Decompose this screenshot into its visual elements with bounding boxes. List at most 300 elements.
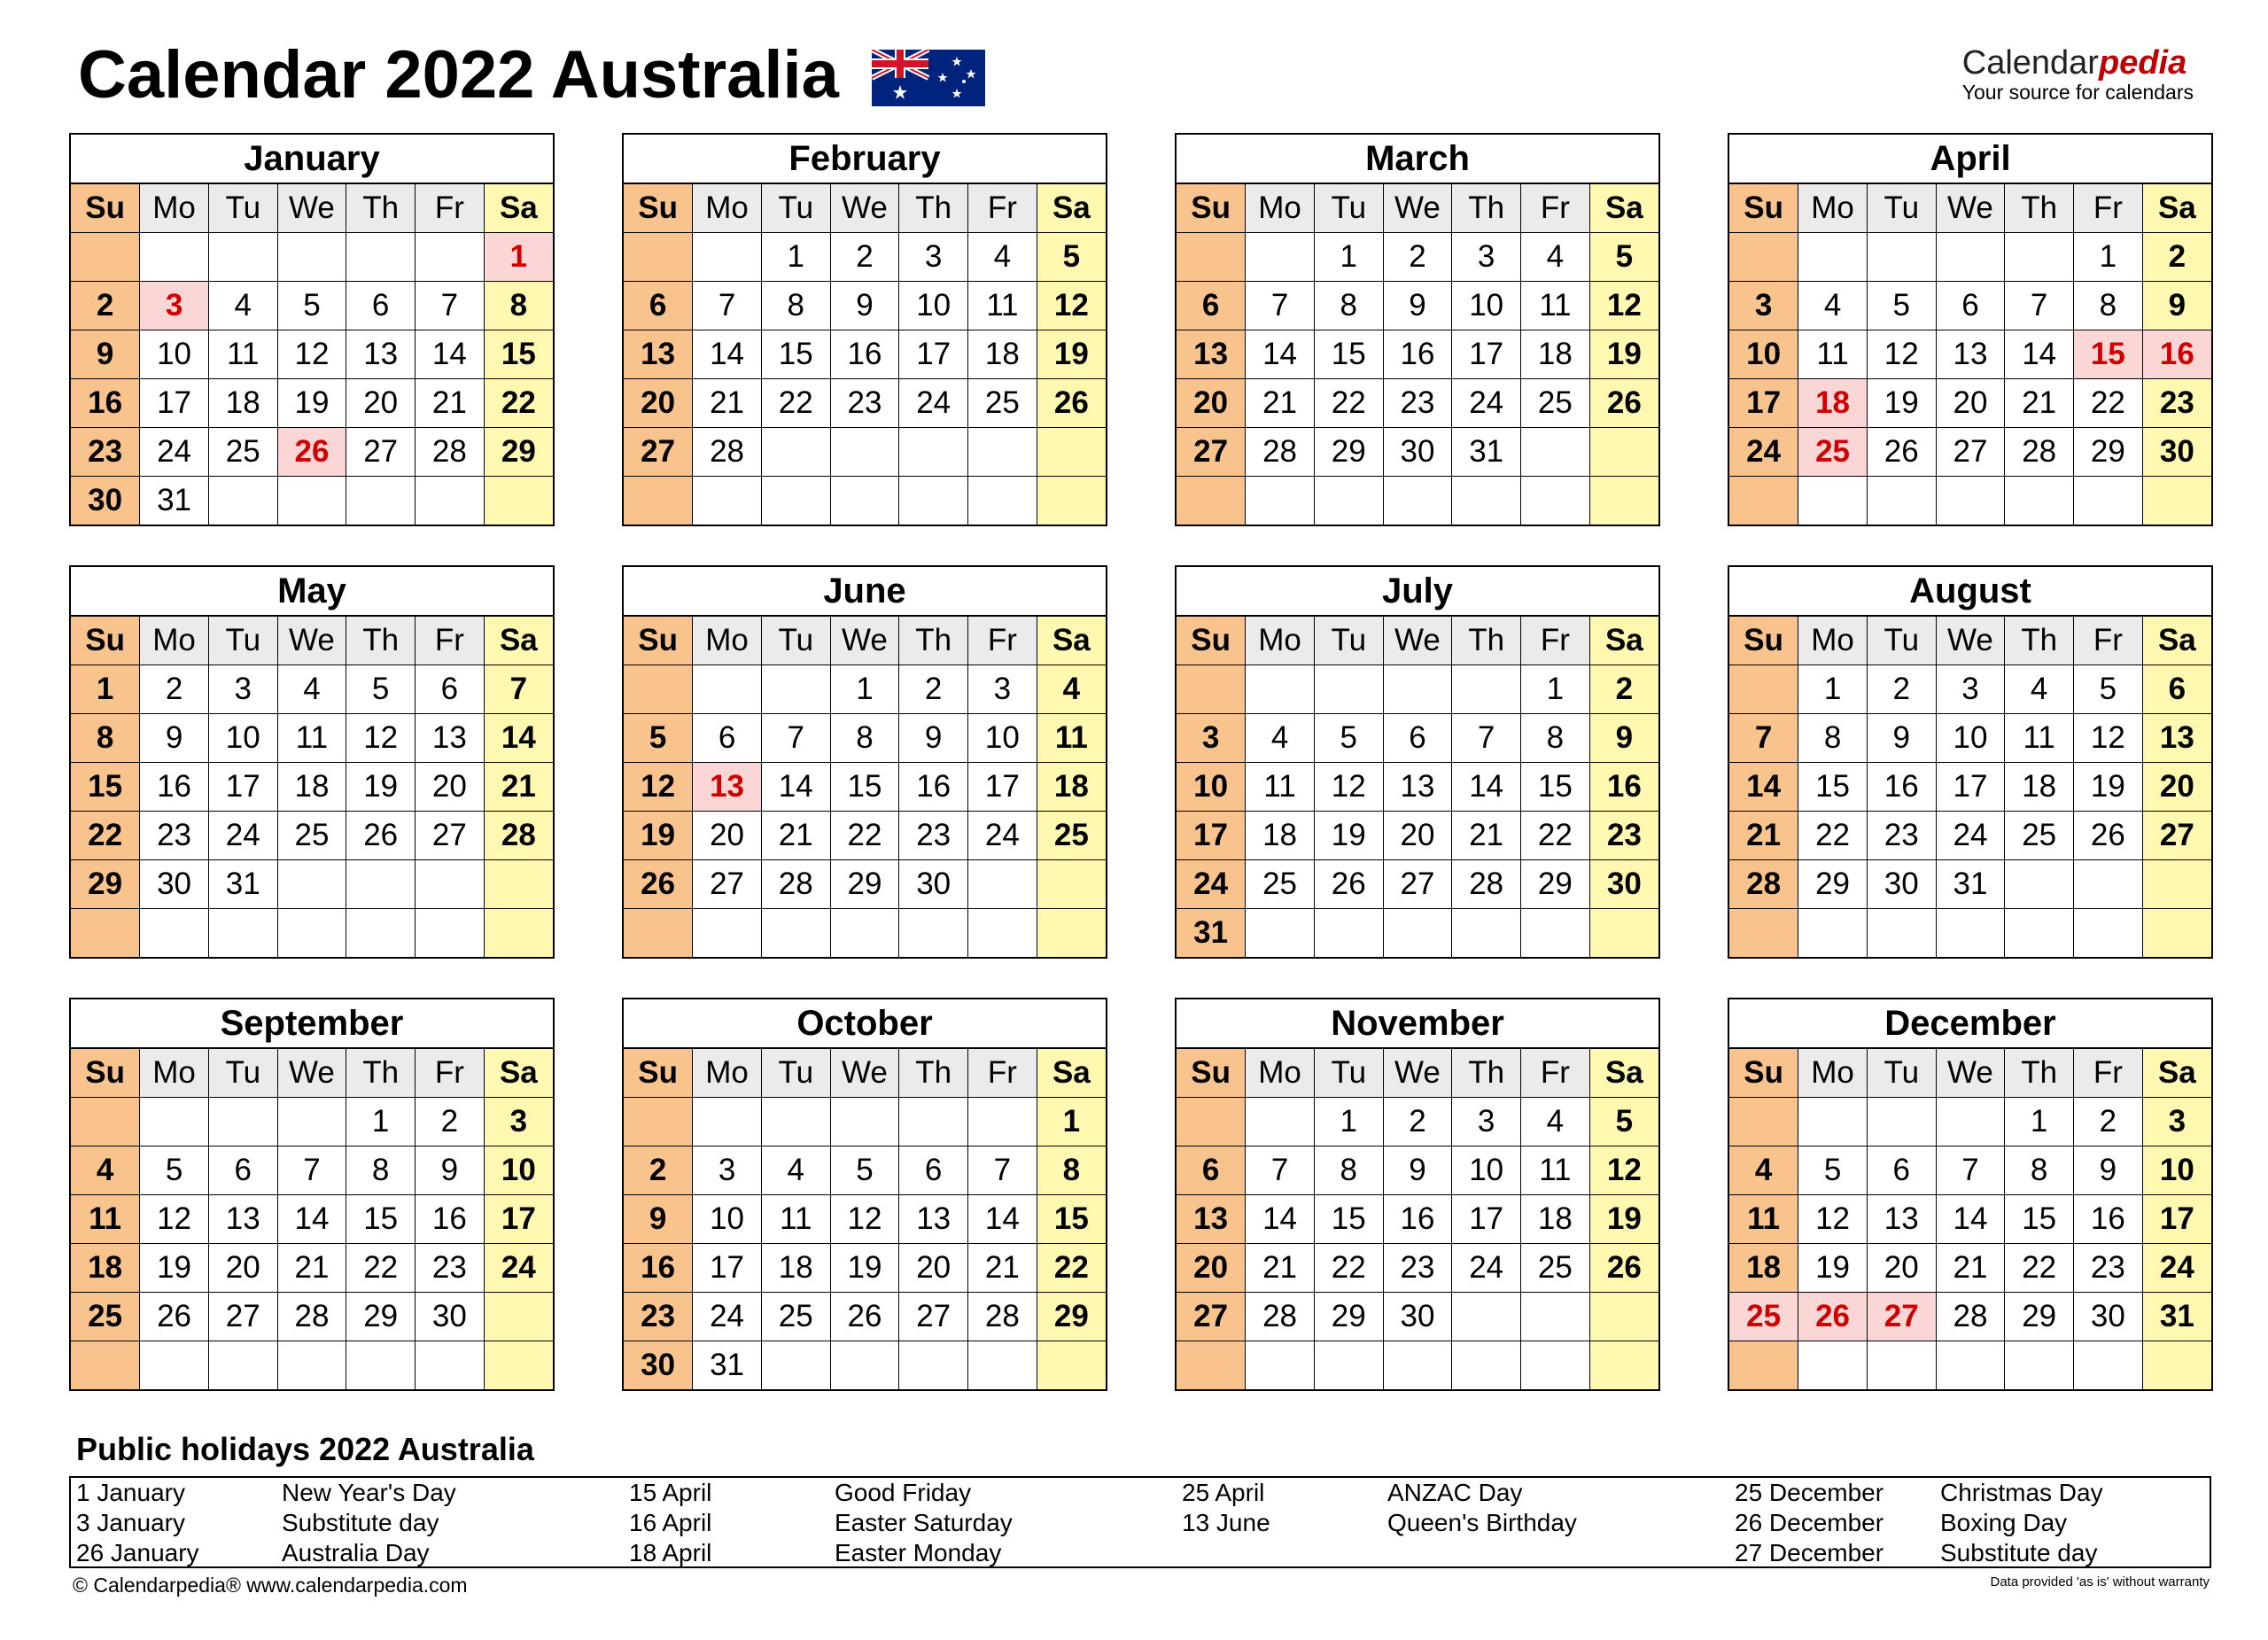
day-cell[interactable]: 15 [761,330,830,379]
day-cell[interactable]: 29 [1037,1293,1106,1341]
day-cell[interactable]: 30 [1589,860,1658,909]
day-cell[interactable]: 1 [1037,1098,1106,1146]
day-cell[interactable]: 28 [1246,1293,1315,1341]
day-cell[interactable]: 3 [484,1098,553,1146]
day-cell[interactable]: 14 [968,1195,1037,1244]
day-cell[interactable]: 7 [1452,714,1521,763]
day-cell[interactable]: 1 [1314,1098,1383,1146]
day-cell[interactable]: 22 [761,379,830,428]
day-cell[interactable]: 8 [761,282,830,330]
day-cell[interactable]: 13 [1177,330,1246,379]
day-cell[interactable]: 11 [968,282,1037,330]
day-cell[interactable]: 5 [277,282,346,330]
day-cell[interactable]: 6 [1177,282,1246,330]
day-cell[interactable]: 11 [1729,1195,1798,1244]
day-cell[interactable]: 26 [2074,812,2143,860]
day-cell[interactable]: 12 [1798,1195,1868,1244]
day-cell[interactable]: 8 [484,282,553,330]
day-cell[interactable]: 9 [899,714,968,763]
day-cell[interactable]: 5 [1798,1146,1868,1195]
day-cell[interactable]: 29 [2074,428,2143,477]
day-cell[interactable]: 14 [416,330,485,379]
day-cell[interactable]: 19 [140,1244,209,1293]
day-cell[interactable]: 15 [1314,330,1383,379]
day-cell[interactable]: 10 [1177,763,1246,812]
day-cell[interactable]: 22 [1521,812,1590,860]
day-cell[interactable]: 25 [1521,379,1590,428]
day-cell[interactable]: 11 [1798,330,1868,379]
day-cell[interactable]: 28 [484,812,553,860]
day-cell[interactable]: 28 [693,428,762,477]
day-cell[interactable]: 13 [624,330,693,379]
day-cell[interactable]: 6 [208,1146,277,1195]
day-cell[interactable]: 10 [1452,1146,1521,1195]
day-cell[interactable]: 14 [1246,330,1315,379]
day-cell[interactable]: 10 [1452,282,1521,330]
day-cell[interactable]: 19 [1798,1244,1868,1293]
day-cell[interactable]: 27 [1177,428,1246,477]
day-cell[interactable]: 12 [1589,282,1658,330]
day-cell[interactable]: 19 [346,763,416,812]
day-cell[interactable]: 26 [830,1293,899,1341]
day-cell[interactable]: 24 [1177,860,1246,909]
day-cell[interactable]: 26 [1589,379,1658,428]
day-cell[interactable]: 5 [1589,1098,1658,1146]
day-cell[interactable]: 25 [1729,1293,1798,1341]
day-cell[interactable]: 15 [484,330,553,379]
day-cell[interactable]: 21 [1729,812,1798,860]
day-cell[interactable]: 5 [346,665,416,714]
day-cell[interactable]: 22 [2005,1244,2074,1293]
day-cell[interactable]: 9 [2142,282,2211,330]
day-cell[interactable]: 1 [2005,1098,2074,1146]
day-cell[interactable]: 28 [1246,428,1315,477]
day-cell[interactable]: 3 [140,282,209,330]
day-cell[interactable]: 18 [1037,763,1106,812]
day-cell[interactable]: 3 [208,665,277,714]
day-cell[interactable]: 15 [1798,763,1868,812]
day-cell[interactable]: 5 [1867,282,1936,330]
day-cell[interactable]: 3 [693,1146,762,1195]
day-cell[interactable]: 20 [1177,379,1246,428]
day-cell[interactable]: 23 [1589,812,1658,860]
day-cell[interactable]: 6 [416,665,485,714]
day-cell[interactable]: 8 [1037,1146,1106,1195]
day-cell[interactable]: 1 [2074,233,2143,282]
day-cell[interactable]: 29 [346,1293,416,1341]
day-cell[interactable]: 24 [899,379,968,428]
day-cell[interactable]: 13 [1383,763,1452,812]
day-cell[interactable]: 7 [484,665,553,714]
day-cell[interactable]: 18 [1798,379,1868,428]
day-cell[interactable]: 30 [624,1341,693,1390]
day-cell[interactable]: 31 [1936,860,2005,909]
day-cell[interactable]: 26 [1589,1244,1658,1293]
footer-copyright[interactable]: © Calendarpedia® www.calendarpedia.com [73,1574,468,1597]
day-cell[interactable]: 21 [761,812,830,860]
day-cell[interactable]: 22 [346,1244,416,1293]
day-cell[interactable]: 27 [1936,428,2005,477]
day-cell[interactable]: 8 [2074,282,2143,330]
day-cell[interactable]: 12 [2074,714,2143,763]
day-cell[interactable]: 4 [208,282,277,330]
day-cell[interactable]: 7 [277,1146,346,1195]
day-cell[interactable]: 27 [624,428,693,477]
day-cell[interactable]: 16 [140,763,209,812]
day-cell[interactable]: 2 [1867,665,1936,714]
day-cell[interactable]: 7 [2005,282,2074,330]
day-cell[interactable]: 6 [346,282,416,330]
day-cell[interactable]: 25 [761,1293,830,1341]
day-cell[interactable]: 3 [1452,1098,1521,1146]
day-cell[interactable]: 14 [761,763,830,812]
day-cell[interactable]: 18 [1729,1244,1798,1293]
day-cell[interactable]: 1 [1798,665,1868,714]
day-cell[interactable]: 1 [830,665,899,714]
day-cell[interactable]: 11 [761,1195,830,1244]
day-cell[interactable]: 23 [899,812,968,860]
day-cell[interactable]: 20 [693,812,762,860]
day-cell[interactable]: 16 [899,763,968,812]
day-cell[interactable]: 15 [346,1195,416,1244]
day-cell[interactable]: 7 [1936,1146,2005,1195]
day-cell[interactable]: 18 [71,1244,140,1293]
day-cell[interactable]: 8 [346,1146,416,1195]
day-cell[interactable]: 27 [693,860,762,909]
day-cell[interactable]: 19 [1867,379,1936,428]
day-cell[interactable]: 15 [2005,1195,2074,1244]
day-cell[interactable]: 9 [1867,714,1936,763]
day-cell[interactable]: 16 [2142,330,2211,379]
day-cell[interactable]: 23 [830,379,899,428]
day-cell[interactable]: 12 [1314,763,1383,812]
day-cell[interactable]: 2 [140,665,209,714]
day-cell[interactable]: 30 [416,1293,485,1341]
day-cell[interactable]: 2 [1589,665,1658,714]
day-cell[interactable]: 23 [1867,812,1936,860]
day-cell[interactable]: 13 [1936,330,2005,379]
day-cell[interactable]: 2 [1383,233,1452,282]
day-cell[interactable]: 7 [693,282,762,330]
day-cell[interactable]: 20 [1383,812,1452,860]
day-cell[interactable]: 17 [693,1244,762,1293]
day-cell[interactable]: 2 [2074,1098,2143,1146]
day-cell[interactable]: 10 [693,1195,762,1244]
day-cell[interactable]: 8 [1314,282,1383,330]
day-cell[interactable]: 31 [140,477,209,525]
day-cell[interactable]: 30 [2142,428,2211,477]
day-cell[interactable]: 20 [208,1244,277,1293]
day-cell[interactable]: 9 [1383,1146,1452,1195]
day-cell[interactable]: 16 [624,1244,693,1293]
day-cell[interactable]: 29 [1314,1293,1383,1341]
day-cell[interactable]: 5 [624,714,693,763]
day-cell[interactable]: 19 [624,812,693,860]
day-cell[interactable]: 27 [208,1293,277,1341]
day-cell[interactable]: 18 [968,330,1037,379]
day-cell[interactable]: 7 [1729,714,1798,763]
day-cell[interactable]: 14 [2005,330,2074,379]
day-cell[interactable]: 22 [1314,379,1383,428]
day-cell[interactable]: 24 [1452,1244,1521,1293]
day-cell[interactable]: 21 [277,1244,346,1293]
day-cell[interactable]: 5 [140,1146,209,1195]
day-cell[interactable]: 30 [2074,1293,2143,1341]
day-cell[interactable]: 19 [277,379,346,428]
day-cell[interactable]: 26 [140,1293,209,1341]
day-cell[interactable]: 1 [1521,665,1590,714]
day-cell[interactable]: 16 [1867,763,1936,812]
day-cell[interactable]: 4 [1037,665,1106,714]
day-cell[interactable]: 24 [1936,812,2005,860]
day-cell[interactable]: 24 [693,1293,762,1341]
day-cell[interactable]: 7 [1246,282,1315,330]
day-cell[interactable]: 17 [1177,812,1246,860]
day-cell[interactable]: 31 [2142,1293,2211,1341]
day-cell[interactable]: 8 [830,714,899,763]
day-cell[interactable]: 1 [484,233,553,282]
day-cell[interactable]: 6 [1177,1146,1246,1195]
day-cell[interactable]: 13 [899,1195,968,1244]
day-cell[interactable]: 30 [1383,1293,1452,1341]
day-cell[interactable]: 20 [1867,1244,1936,1293]
day-cell[interactable]: 29 [830,860,899,909]
day-cell[interactable]: 21 [416,379,485,428]
day-cell[interactable]: 21 [968,1244,1037,1293]
day-cell[interactable]: 12 [140,1195,209,1244]
day-cell[interactable]: 20 [1177,1244,1246,1293]
day-cell[interactable]: 22 [1037,1244,1106,1293]
day-cell[interactable]: 13 [208,1195,277,1244]
day-cell[interactable]: 18 [2005,763,2074,812]
day-cell[interactable]: 21 [484,763,553,812]
day-cell[interactable]: 24 [1452,379,1521,428]
day-cell[interactable]: 1 [1314,233,1383,282]
day-cell[interactable]: 3 [1177,714,1246,763]
day-cell[interactable]: 20 [2142,763,2211,812]
day-cell[interactable]: 17 [208,763,277,812]
day-cell[interactable]: 11 [208,330,277,379]
day-cell[interactable]: 11 [1521,1146,1590,1195]
day-cell[interactable]: 5 [1589,233,1658,282]
day-cell[interactable]: 18 [208,379,277,428]
day-cell[interactable]: 14 [1452,763,1521,812]
day-cell[interactable]: 26 [1037,379,1106,428]
day-cell[interactable]: 27 [1383,860,1452,909]
day-cell[interactable]: 4 [2005,665,2074,714]
day-cell[interactable]: 2 [899,665,968,714]
day-cell[interactable]: 17 [140,379,209,428]
day-cell[interactable]: 28 [277,1293,346,1341]
day-cell[interactable]: 25 [1037,812,1106,860]
day-cell[interactable]: 9 [624,1195,693,1244]
day-cell[interactable]: 16 [416,1195,485,1244]
day-cell[interactable]: 2 [1383,1098,1452,1146]
day-cell[interactable]: 27 [346,428,416,477]
day-cell[interactable]: 8 [1521,714,1590,763]
day-cell[interactable]: 15 [1037,1195,1106,1244]
day-cell[interactable]: 14 [1729,763,1798,812]
day-cell[interactable]: 19 [1589,1195,1658,1244]
day-cell[interactable]: 16 [830,330,899,379]
day-cell[interactable]: 26 [1867,428,1936,477]
day-cell[interactable]: 4 [761,1146,830,1195]
day-cell[interactable]: 26 [624,860,693,909]
day-cell[interactable]: 9 [71,330,140,379]
day-cell[interactable]: 16 [71,379,140,428]
day-cell[interactable]: 6 [624,282,693,330]
day-cell[interactable]: 20 [346,379,416,428]
day-cell[interactable]: 3 [1936,665,2005,714]
day-cell[interactable]: 4 [277,665,346,714]
day-cell[interactable]: 8 [1798,714,1868,763]
day-cell[interactable]: 13 [416,714,485,763]
day-cell[interactable]: 1 [761,233,830,282]
day-cell[interactable]: 31 [693,1341,762,1390]
day-cell[interactable]: 23 [1383,1244,1452,1293]
day-cell[interactable]: 1 [346,1098,416,1146]
day-cell[interactable]: 15 [71,763,140,812]
day-cell[interactable]: 30 [140,860,209,909]
day-cell[interactable]: 8 [1314,1146,1383,1195]
day-cell[interactable]: 4 [71,1146,140,1195]
day-cell[interactable]: 24 [2142,1244,2211,1293]
day-cell[interactable]: 9 [830,282,899,330]
day-cell[interactable]: 11 [277,714,346,763]
day-cell[interactable]: 26 [346,812,416,860]
day-cell[interactable]: 19 [1037,330,1106,379]
day-cell[interactable]: 23 [2142,379,2211,428]
day-cell[interactable]: 17 [2142,1195,2211,1244]
day-cell[interactable]: 28 [1936,1293,2005,1341]
day-cell[interactable]: 16 [1383,330,1452,379]
day-cell[interactable]: 23 [416,1244,485,1293]
day-cell[interactable]: 17 [1452,330,1521,379]
day-cell[interactable]: 5 [1314,714,1383,763]
calendarpedia-logo[interactable] [1962,44,2194,103]
day-cell[interactable]: 13 [1177,1195,1246,1244]
day-cell[interactable]: 22 [1314,1244,1383,1293]
day-cell[interactable]: 21 [1246,1244,1315,1293]
day-cell[interactable]: 30 [71,477,140,525]
day-cell[interactable]: 28 [416,428,485,477]
day-cell[interactable]: 3 [899,233,968,282]
day-cell[interactable]: 17 [1729,379,1798,428]
day-cell[interactable]: 10 [899,282,968,330]
day-cell[interactable]: 25 [71,1293,140,1341]
day-cell[interactable]: 27 [899,1293,968,1341]
day-cell[interactable]: 2 [71,282,140,330]
day-cell[interactable]: 23 [140,812,209,860]
day-cell[interactable]: 25 [1798,428,1868,477]
day-cell[interactable]: 11 [2005,714,2074,763]
day-cell[interactable]: 14 [484,714,553,763]
day-cell[interactable]: 17 [968,763,1037,812]
day-cell[interactable]: 18 [277,763,346,812]
day-cell[interactable]: 22 [2074,379,2143,428]
day-cell[interactable]: 23 [2074,1244,2143,1293]
day-cell[interactable]: 31 [1177,909,1246,958]
day-cell[interactable]: 28 [968,1293,1037,1341]
day-cell[interactable]: 21 [1936,1244,2005,1293]
day-cell[interactable]: 10 [208,714,277,763]
day-cell[interactable]: 22 [484,379,553,428]
day-cell[interactable]: 6 [1383,714,1452,763]
day-cell[interactable]: 10 [1729,330,1798,379]
day-cell[interactable]: 21 [693,379,762,428]
day-cell[interactable]: 27 [2142,812,2211,860]
day-cell[interactable]: 17 [484,1195,553,1244]
day-cell[interactable]: 4 [968,233,1037,282]
day-cell[interactable]: 4 [1521,233,1590,282]
day-cell[interactable]: 31 [208,860,277,909]
day-cell[interactable]: 10 [140,330,209,379]
day-cell[interactable]: 24 [484,1244,553,1293]
day-cell[interactable]: 29 [1798,860,1868,909]
day-cell[interactable]: 4 [1729,1146,1798,1195]
day-cell[interactable]: 19 [830,1244,899,1293]
day-cell[interactable]: 26 [1314,860,1383,909]
day-cell[interactable]: 15 [1521,763,1590,812]
day-cell[interactable]: 30 [1867,860,1936,909]
day-cell[interactable]: 15 [2074,330,2143,379]
day-cell[interactable]: 16 [2074,1195,2143,1244]
day-cell[interactable]: 24 [140,428,209,477]
day-cell[interactable]: 10 [2142,1146,2211,1195]
day-cell[interactable]: 18 [1521,330,1590,379]
day-cell[interactable]: 14 [277,1195,346,1244]
day-cell[interactable]: 10 [484,1146,553,1195]
day-cell[interactable]: 6 [2142,665,2211,714]
day-cell[interactable]: 21 [1452,812,1521,860]
day-cell[interactable]: 20 [899,1244,968,1293]
day-cell[interactable]: 9 [1383,282,1452,330]
day-cell[interactable]: 25 [277,812,346,860]
day-cell[interactable]: 30 [899,860,968,909]
day-cell[interactable]: 20 [1936,379,2005,428]
day-cell[interactable]: 14 [1936,1195,2005,1244]
day-cell[interactable]: 27 [1177,1293,1246,1341]
day-cell[interactable]: 4 [1246,714,1315,763]
day-cell[interactable]: 16 [1383,1195,1452,1244]
day-cell[interactable]: 2 [2142,233,2211,282]
day-cell[interactable]: 12 [277,330,346,379]
day-cell[interactable]: 13 [1867,1195,1936,1244]
day-cell[interactable]: 24 [1729,428,1798,477]
day-cell[interactable]: 9 [140,714,209,763]
day-cell[interactable]: 2 [624,1146,693,1195]
day-cell[interactable]: 1 [71,665,140,714]
day-cell[interactable]: 21 [1246,379,1315,428]
day-cell[interactable]: 19 [1589,330,1658,379]
day-cell[interactable]: 4 [1521,1098,1590,1146]
day-cell[interactable]: 12 [830,1195,899,1244]
day-cell[interactable]: 7 [968,1146,1037,1195]
day-cell[interactable]: 25 [968,379,1037,428]
day-cell[interactable]: 5 [830,1146,899,1195]
day-cell[interactable]: 15 [830,763,899,812]
day-cell[interactable]: 21 [2005,379,2074,428]
day-cell[interactable]: 19 [1314,812,1383,860]
day-cell[interactable]: 29 [71,860,140,909]
day-cell[interactable]: 9 [2074,1146,2143,1195]
day-cell[interactable]: 15 [1314,1195,1383,1244]
day-cell[interactable]: 13 [346,330,416,379]
day-cell[interactable]: 29 [2005,1293,2074,1341]
day-cell[interactable]: 29 [1521,860,1590,909]
day-cell[interactable]: 17 [1452,1195,1521,1244]
day-cell[interactable]: 3 [968,665,1037,714]
